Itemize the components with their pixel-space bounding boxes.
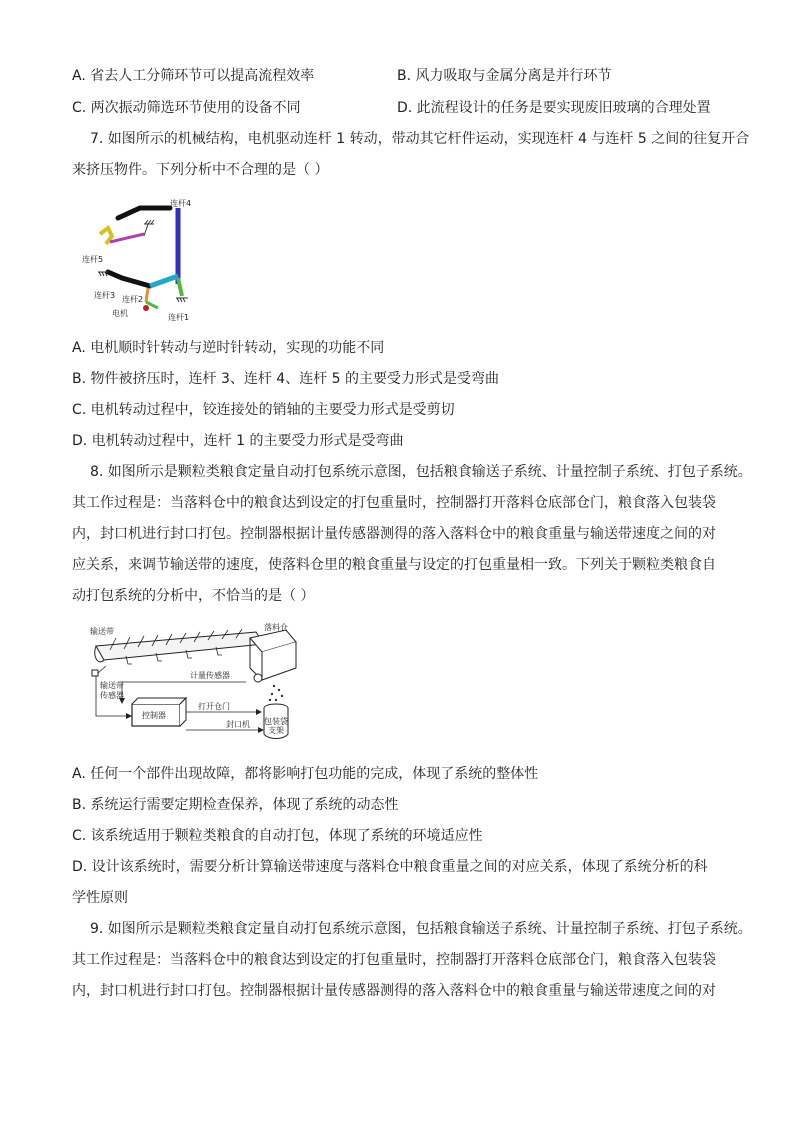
label-link3: 连杆3 [94,291,116,300]
q8-option-a: A. 任何一个部件出现故障，都将影响打包功能的完成，体现了系统的整体性 [72,766,539,782]
q8-option-d-cont: 学性原则 [72,890,128,906]
label-bag-1: 包装袋 [264,717,288,726]
label-bag-2: 支架 [268,726,284,735]
q8-option-d: D. 设计该系统时，需要分析计算输送带速度与落料仓中粮食重量之间的对应关系，体现了系统分析的科 [72,859,708,875]
label-sealer: 封口机 [226,720,250,729]
q8-stem-line1: 8. 如图所示是颗粒类粮食定量自动打包系统示意图，包括粮食输送子系统、计量控制子系统、打包子系统。 [90,464,752,480]
label-link5: 连杆5 [82,255,104,264]
label-belt-sensor-2: 传感器 [100,691,124,700]
label-link4: 连杆4 [170,199,192,208]
q9-stem-line3: 内，封口机进行封口打包。控制器根据计量传感器测得的落入落料仓中的粮食重量与输送带速度之间的对 [72,983,716,999]
q8-stem-line3: 内，封口机进行封口打包。控制器根据计量传感器测得的落入落料仓中的粮食重量与输送带速度之间的对 [72,526,716,542]
label-link2: 连杆2 [122,295,144,304]
label-hopper: 落料仓 [264,623,288,632]
linkage-mechanism-figure [82,190,222,330]
label-belt-sensor-1: 输送带 [100,681,124,690]
label-controller: 控制器 [142,711,166,720]
prev-option-b: B. 风力吸取与金属分离是并行环节 [397,68,612,84]
q9-stem-line1: 9. 如图所示是颗粒类粮食定量自动打包系统示意图，包括粮食输送子系统、计量控制子系统、打包子系统。 [90,921,752,937]
prev-option-d: D. 此流程设计的任务是要实现废旧玻璃的合理处置 [397,100,711,116]
prev-option-c: C. 两次振动筛选环节使用的设备不同 [72,100,301,116]
label-weigh-sensor: 计量传感器 [190,671,230,680]
prev-option-a: A. 省去人工分筛环节可以提高流程效率 [72,68,315,84]
q9-stem-line2: 其工作过程是：当落料仓中的粮食达到设定的打包重量时，控制器打开落料仓底部仓门，粮食落入包装袋 [72,952,716,968]
label-conveyor: 输送带 [90,627,114,636]
q8-stem-line4: 应关系，来调节输送带的速度，使落料仓里的粮食重量与设定的打包重量相一致。下列关于颗粒类粮食自 [72,557,716,573]
q7-option-d: D. 电机转动过程中，连杆 1 的主要受力形式是受弯曲 [72,433,404,449]
q7-option-c: C. 电机转动过程中，铰连接处的销轴的主要受力形式是受剪切 [72,402,455,418]
q8-option-c: C. 该系统适用于颗粒类粮食的自动打包，体现了系统的环境适应性 [72,828,483,844]
label-open-gate: 打开仓门 [198,702,230,711]
q8-stem-line5: 动打包系统的分析中，不恰当的是（ ） [72,588,315,604]
q7-option-b: B. 物件被挤压时，连杆 3、连杆 4、连杆 5 的主要受力形式是受弯曲 [72,371,500,387]
q7-option-a: A. 电机顺时针转动与逆时针转动，实现的功能不同 [72,340,385,356]
label-motor: 电机 [112,309,128,318]
label-link1: 连杆1 [168,313,190,322]
q8-option-b: B. 系统运行需要定期检查保养，体现了系统的动态性 [72,797,399,813]
packaging-system-figure [86,620,306,756]
q7-stem-line1: 7. 如图所示的机械结构，电机驱动连杆 1 转动，带动其它杆件运动，实现连杆 4 与连杆 5 之间的往复开合 [90,131,750,147]
q7-stem-line2: 来挤压物件。下列分析中不合理的是（ ） [72,162,329,178]
q8-stem-line2: 其工作过程是：当落料仓中的粮食达到设定的打包重量时，控制器打开落料仓底部仓门，粮食落入包装袋 [72,495,716,511]
